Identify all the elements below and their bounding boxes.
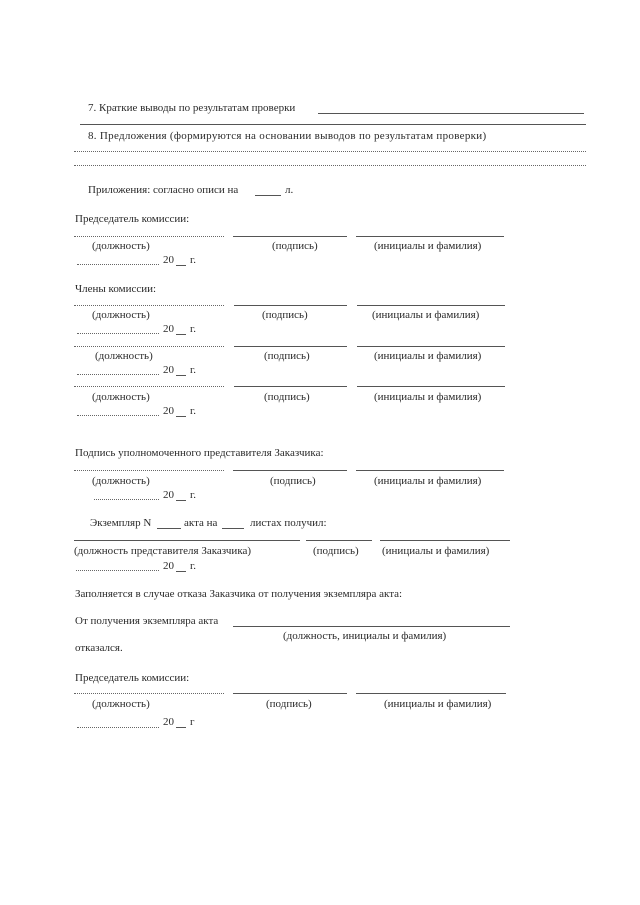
copy-name-line[interactable] xyxy=(380,540,510,541)
copy-name-caption: (инициалы и фамилия) xyxy=(382,545,490,557)
member-1-position-line[interactable] xyxy=(74,305,224,306)
member-3-position-caption: (должность) xyxy=(92,391,150,403)
refusal-line-prefix: От получения экземпляра акта xyxy=(75,615,219,627)
member-1-name-line[interactable] xyxy=(357,305,505,306)
member-2-date-year-field[interactable] xyxy=(176,375,186,376)
chairman-2-date-line[interactable] xyxy=(77,727,159,728)
customer-rep-position-line[interactable] xyxy=(74,470,224,471)
customer-rep-name-caption: (инициалы и фамилия) xyxy=(374,475,482,487)
customer-rep-date-line[interactable] xyxy=(94,499,159,500)
copy-received-part1: Экземпляр N xyxy=(90,517,152,529)
chairman-signature-line[interactable] xyxy=(233,236,347,237)
member-3-date-year: 20 xyxy=(163,405,174,417)
chairman-date-suffix: г. xyxy=(190,254,197,266)
member-2-position-line[interactable] xyxy=(74,346,224,347)
copy-date-year-field[interactable] xyxy=(176,571,186,572)
chairman-2-name-caption: (инициалы и фамилия) xyxy=(384,698,492,710)
chairman-2-position-line[interactable] xyxy=(74,693,224,694)
member-2-date-line[interactable] xyxy=(77,374,159,375)
member-3-date-line[interactable] xyxy=(77,415,159,416)
chairman-heading: Председатель комиссии: xyxy=(75,213,190,225)
refusal-note: Заполняется в случае отказа Заказчика от получения экземпляра акта: xyxy=(75,588,403,600)
section-8-answer-line-2[interactable] xyxy=(74,165,586,166)
customer-rep-date-suffix: г. xyxy=(190,489,197,501)
refusal-refused-text: отказался. xyxy=(75,642,123,654)
chairman-2-date-year-field[interactable] xyxy=(176,727,186,728)
member-3-signature-line[interactable] xyxy=(234,386,347,387)
customer-rep-date-year: 20 xyxy=(163,489,174,501)
customer-rep-signature-line[interactable] xyxy=(233,470,347,471)
refusal-person-caption: (должность, инициалы и фамилия) xyxy=(283,630,447,642)
customer-rep-name-line[interactable] xyxy=(356,470,504,471)
member-1-date-year-field[interactable] xyxy=(176,334,186,335)
chairman-2-signature-caption: (подпись) xyxy=(266,698,312,710)
copy-date-suffix: г. xyxy=(190,560,197,572)
chairman-date-year-field[interactable] xyxy=(176,265,186,266)
customer-rep-signature-caption: (подпись) xyxy=(270,475,316,487)
copy-sheets-field[interactable] xyxy=(222,528,244,529)
copy-signature-line[interactable] xyxy=(306,540,372,541)
chairman-2-date-suffix: г xyxy=(190,716,195,728)
section-8-answer-line-1[interactable] xyxy=(74,151,586,152)
member-3-date-year-field[interactable] xyxy=(176,416,186,417)
copy-position-line[interactable] xyxy=(74,540,300,541)
copy-received-part3: листах получил: xyxy=(250,517,327,529)
member-1-date-suffix: г. xyxy=(190,323,197,335)
chairman-date-year: 20 xyxy=(163,254,174,266)
member-2-signature-line[interactable] xyxy=(234,346,347,347)
member-2-name-caption: (инициалы и фамилия) xyxy=(374,350,482,362)
attachments-suffix: л. xyxy=(285,184,294,196)
copy-date-line[interactable] xyxy=(76,570,159,571)
copy-received-part2: акта на xyxy=(184,517,218,529)
member-3-date-suffix: г. xyxy=(190,405,197,417)
chairman-2-position-caption: (должность) xyxy=(92,698,150,710)
copy-position-caption: (должность представителя Заказчика) xyxy=(74,545,252,557)
copy-signature-caption: (подпись) xyxy=(313,545,359,557)
chairman-name-line[interactable] xyxy=(356,236,504,237)
chairman-2-name-line[interactable] xyxy=(356,693,506,694)
member-3-signature-caption: (подпись) xyxy=(264,391,310,403)
member-3-name-line[interactable] xyxy=(357,386,505,387)
member-3-name-caption: (инициалы и фамилия) xyxy=(374,391,482,403)
attachments-label: Приложения: согласно описи на xyxy=(88,184,239,196)
member-1-date-line[interactable] xyxy=(77,333,159,334)
chairman-date-line[interactable] xyxy=(77,264,159,265)
chairman-signature-caption: (подпись) xyxy=(272,240,318,252)
member-2-date-year: 20 xyxy=(163,364,174,376)
member-1-signature-caption: (подпись) xyxy=(262,309,308,321)
section-8-label: 8. Предложения (формируются на основании выводов по результатам проверки) xyxy=(88,130,487,142)
section-7-answer-line-2[interactable] xyxy=(80,124,586,125)
chairman-2-signature-line[interactable] xyxy=(233,693,347,694)
attachments-pages-field[interactable] xyxy=(255,195,281,196)
customer-rep-date-year-field[interactable] xyxy=(176,500,186,501)
section-7-label: 7. Краткие выводы по результатам проверки xyxy=(88,102,296,114)
refusal-person-line[interactable] xyxy=(233,626,510,627)
member-2-date-suffix: г. xyxy=(190,364,197,376)
member-1-date-year: 20 xyxy=(163,323,174,335)
member-2-position-caption: (должность) xyxy=(95,350,153,362)
chairman-position-caption: (должность) xyxy=(92,240,150,252)
member-2-name-line[interactable] xyxy=(357,346,505,347)
chairman-name-caption: (инициалы и фамилия) xyxy=(374,240,482,252)
member-1-signature-line[interactable] xyxy=(234,305,347,306)
customer-rep-position-caption: (должность) xyxy=(92,475,150,487)
copy-date-year: 20 xyxy=(163,560,174,572)
member-1-position-caption: (должность) xyxy=(92,309,150,321)
chairman-position-line[interactable] xyxy=(74,236,224,237)
copy-number-field[interactable] xyxy=(157,528,181,529)
section-7-answer-line[interactable] xyxy=(318,113,584,114)
chairman-2-date-year: 20 xyxy=(163,716,174,728)
member-1-name-caption: (инициалы и фамилия) xyxy=(372,309,480,321)
customer-rep-heading: Подпись уполномоченного представителя Заказчика: xyxy=(75,447,324,459)
member-2-signature-caption: (подпись) xyxy=(264,350,310,362)
chairman-2-heading: Председатель комиссии: xyxy=(75,672,190,684)
members-heading: Члены комиссии: xyxy=(75,283,157,295)
member-3-position-line[interactable] xyxy=(74,386,224,387)
